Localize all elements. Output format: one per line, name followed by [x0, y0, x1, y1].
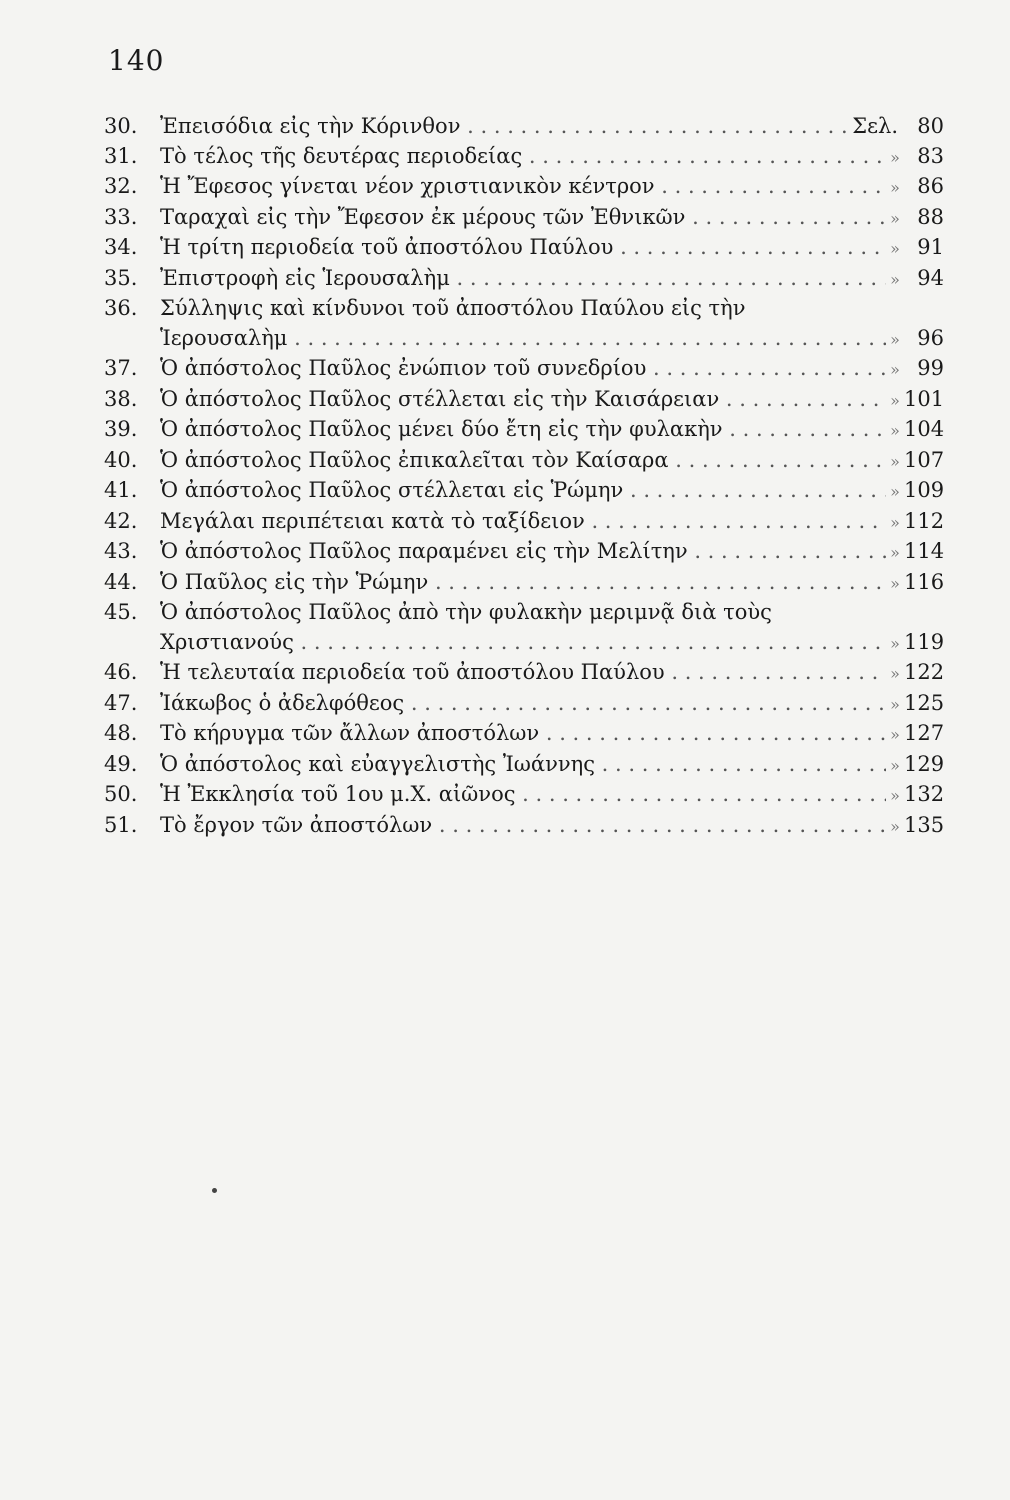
- ditto-marker: »: [890, 147, 900, 167]
- toc-entry: [104, 780, 944, 811]
- toc-entry-title: Ταραχαὶ εἰς τὴν Ἔφεσον ἐκ μέρους τῶν Ἐθνικῶν . . .: [160, 203, 886, 233]
- toc-entry-number: 37.: [104, 356, 138, 380]
- toc-entry-page: 119: [904, 629, 945, 654]
- toc-entry-title: Ὁ ἀπόστολος Παῦλος στέλλεται εἰς τὴν Καισάρειαν . . .: [160, 385, 886, 415]
- toc-entry-page: 127: [904, 721, 945, 745]
- toc-entry-title: Ὁ ἀπόστολος Παῦλος ἀπὸ τὴν φυλακὴν μεριμνᾷ διὰ τοὺς: [160, 600, 772, 624]
- toc-entry-number: 42.: [104, 508, 138, 533]
- ditto-marker: »: [890, 664, 900, 683]
- ditto-marker: »: [890, 512, 900, 532]
- toc-entry: [104, 142, 944, 173]
- toc-entry-page: 80: [917, 114, 944, 138]
- toc-entry-title: Ὁ ἀπόστολος Παῦλος μένει δύο ἔτη εἰς τὴν φυλακὴν . . .: [160, 415, 886, 445]
- ditto-marker: »: [890, 694, 900, 714]
- toc-entry-title: Ὁ ἀπόστολος καὶ εὐαγγελιστὴς Ἰωάννης . . .: [160, 750, 886, 780]
- ditto-marker: »: [890, 543, 900, 562]
- page-number: 140: [108, 44, 165, 77]
- toc-entry-page: 94: [917, 265, 944, 290]
- toc-entry-page: 122: [904, 660, 945, 684]
- ditto-marker: »: [890, 421, 900, 440]
- toc-entry-title: Τὸ ἔργον τῶν ἀποστόλων . . .: [160, 811, 886, 841]
- ditto-marker: »: [890, 390, 900, 410]
- toc-entry: [104, 385, 944, 416]
- toc-entry-page: 132: [904, 782, 945, 806]
- toc-entry: [104, 446, 944, 477]
- toc-entry-number: 32.: [104, 174, 138, 198]
- toc-entry-title: Ἐπεισόδια εἰς τὴν Κόρινθον . . .: [160, 112, 852, 142]
- toc-entry-page: 101: [904, 386, 945, 411]
- toc-entry-page: 114: [904, 539, 945, 563]
- toc-entry-number: 41.: [104, 478, 138, 502]
- toc-entry-continuation: [104, 628, 944, 659]
- page-prefix: Σελ.: [852, 114, 898, 138]
- toc-entry-number: 36.: [104, 296, 138, 320]
- toc-entry-page: 107: [904, 447, 945, 472]
- ditto-marker: »: [890, 633, 900, 653]
- toc-entry-title: Σύλληψις καὶ κίνδυνοι τοῦ ἀποστόλου Παύλου εἰς τὴν: [160, 296, 746, 320]
- ditto-marker: »: [890, 178, 900, 197]
- ditto-marker: »: [890, 208, 900, 228]
- toc-entry-page: 125: [904, 690, 945, 715]
- toc-entry: [104, 537, 944, 568]
- toc-entry-number: 40.: [104, 447, 138, 472]
- toc-entry-number: 33.: [104, 204, 138, 229]
- toc-entry: [104, 233, 944, 264]
- toc-entry: [104, 172, 944, 203]
- toc-entry-page: 104: [904, 417, 945, 441]
- toc-entry-page: 96: [917, 325, 944, 350]
- toc-entry: [104, 811, 944, 842]
- toc-entry: [104, 354, 944, 385]
- toc-entry-number: 35.: [104, 265, 138, 290]
- toc-entry: [104, 203, 944, 234]
- toc-entry-number: 51.: [104, 812, 138, 837]
- toc-entry-page: 135: [904, 812, 945, 837]
- toc-entry-number: 45.: [104, 600, 138, 624]
- toc-entry-number: 44.: [104, 569, 138, 594]
- toc-entry-title-continuation: Χριστιανούς . . .: [160, 628, 886, 658]
- toc-entry-title: Ὁ ἀπόστολος Παῦλος στέλλεται εἰς Ῥώμην . . .: [160, 476, 886, 506]
- ditto-marker: »: [890, 725, 900, 744]
- toc-entry-number: 38.: [104, 386, 138, 411]
- toc-entry-number: 46.: [104, 660, 138, 684]
- toc-entry-number: 48.: [104, 721, 138, 745]
- toc-entry-title: Τὸ τέλος τῆς δευτέρας περιοδείας . . .: [160, 142, 886, 172]
- toc-entry-title: Ἡ τελευταία περιοδεία τοῦ ἀποστόλου Παύλου . . .: [160, 658, 886, 688]
- toc-entry-page: 86: [917, 174, 944, 198]
- ditto-marker: »: [890, 451, 900, 471]
- toc-entry: [104, 264, 944, 295]
- toc-entry-page: 116: [904, 569, 945, 594]
- toc-entry-page: 91: [917, 235, 944, 259]
- ditto-marker: »: [890, 360, 900, 379]
- toc-entry-title: Ἡ Ἐκκλησία τοῦ 1ου μ.Χ. αἰῶνος . . .: [160, 780, 886, 810]
- toc-entry-title: Ὁ ἀπόστολος Παῦλος ἐνώπιον τοῦ συνεδρίου . . .: [160, 354, 886, 384]
- toc-entry-title-continuation: Ἱερουσαλὴμ . . .: [160, 324, 886, 354]
- ditto-marker: »: [890, 573, 900, 593]
- ditto-marker: »: [890, 816, 900, 836]
- toc-entry-continuation: [104, 324, 944, 355]
- toc-entry-title: Ὁ Παῦλος εἰς τὴν Ῥώμην . . .: [160, 568, 886, 598]
- toc-entry: [104, 415, 944, 446]
- toc-entry: [104, 294, 944, 324]
- toc-entry-number: 43.: [104, 539, 138, 563]
- toc-entry: [104, 476, 944, 507]
- toc-entry-number: 31.: [104, 143, 138, 168]
- ditto-marker: »: [890, 786, 900, 805]
- toc-entry-page: 99: [917, 356, 944, 380]
- toc-entry-number: 34.: [104, 235, 138, 259]
- toc-entry-number: 39.: [104, 417, 138, 441]
- ditto-marker: »: [890, 269, 900, 289]
- toc-entry-title: Ἡ τρίτη περιοδεία τοῦ ἀποστόλου Παύλου . . .: [160, 233, 886, 263]
- toc-entry-page: 83: [917, 143, 944, 168]
- ditto-marker: »: [890, 755, 900, 775]
- toc-entry: [104, 112, 944, 142]
- toc-entry-page: 112: [904, 508, 945, 533]
- toc-entry: [104, 719, 944, 750]
- toc-entry-title: Ὁ ἀπόστολος Παῦλος παραμένει εἰς τὴν Μελίτην . . .: [160, 537, 886, 567]
- toc-entry: [104, 689, 944, 720]
- toc-entry-page: 129: [904, 751, 945, 776]
- toc-entry-title: Ἡ Ἔφεσος γίνεται νέον χριστιανικὸν κέντρον . . .: [160, 172, 886, 202]
- toc-entry-title: Ἰάκωβος ὁ ἀδελφόθεος . . .: [160, 689, 886, 719]
- table-of-contents: [104, 112, 944, 841]
- toc-entry-title: Ἐπιστροφὴ εἰς Ἱερουσαλὴμ . . .: [160, 264, 886, 294]
- toc-entry-page: 109: [904, 478, 945, 502]
- ditto-marker: »: [890, 482, 900, 501]
- toc-entry: [104, 598, 944, 628]
- toc-entry-number: 30.: [104, 114, 138, 138]
- toc-entry-number: 47.: [104, 690, 138, 715]
- toc-entry: [104, 658, 944, 689]
- toc-entry: [104, 507, 944, 538]
- toc-entry-title: Ὁ ἀπόστολος Παῦλος ἐπικαλεῖται τὸν Καίσαρα . . .: [160, 446, 886, 476]
- ditto-marker: »: [890, 329, 900, 349]
- toc-entry: [104, 750, 944, 781]
- toc-entry-number: 50.: [104, 782, 138, 806]
- toc-entry: [104, 568, 944, 599]
- toc-entry-title: Μεγάλαι περιπέτειαι κατὰ τὸ ταξίδειον . . .: [160, 507, 886, 537]
- toc-entry-page: 88: [917, 204, 944, 229]
- toc-entry-number: 49.: [104, 751, 138, 776]
- ditto-marker: »: [890, 239, 900, 258]
- toc-entry-title: Τὸ κήρυγμα τῶν ἄλλων ἀποστόλων . . .: [160, 719, 886, 749]
- ink-speck: [212, 1188, 217, 1193]
